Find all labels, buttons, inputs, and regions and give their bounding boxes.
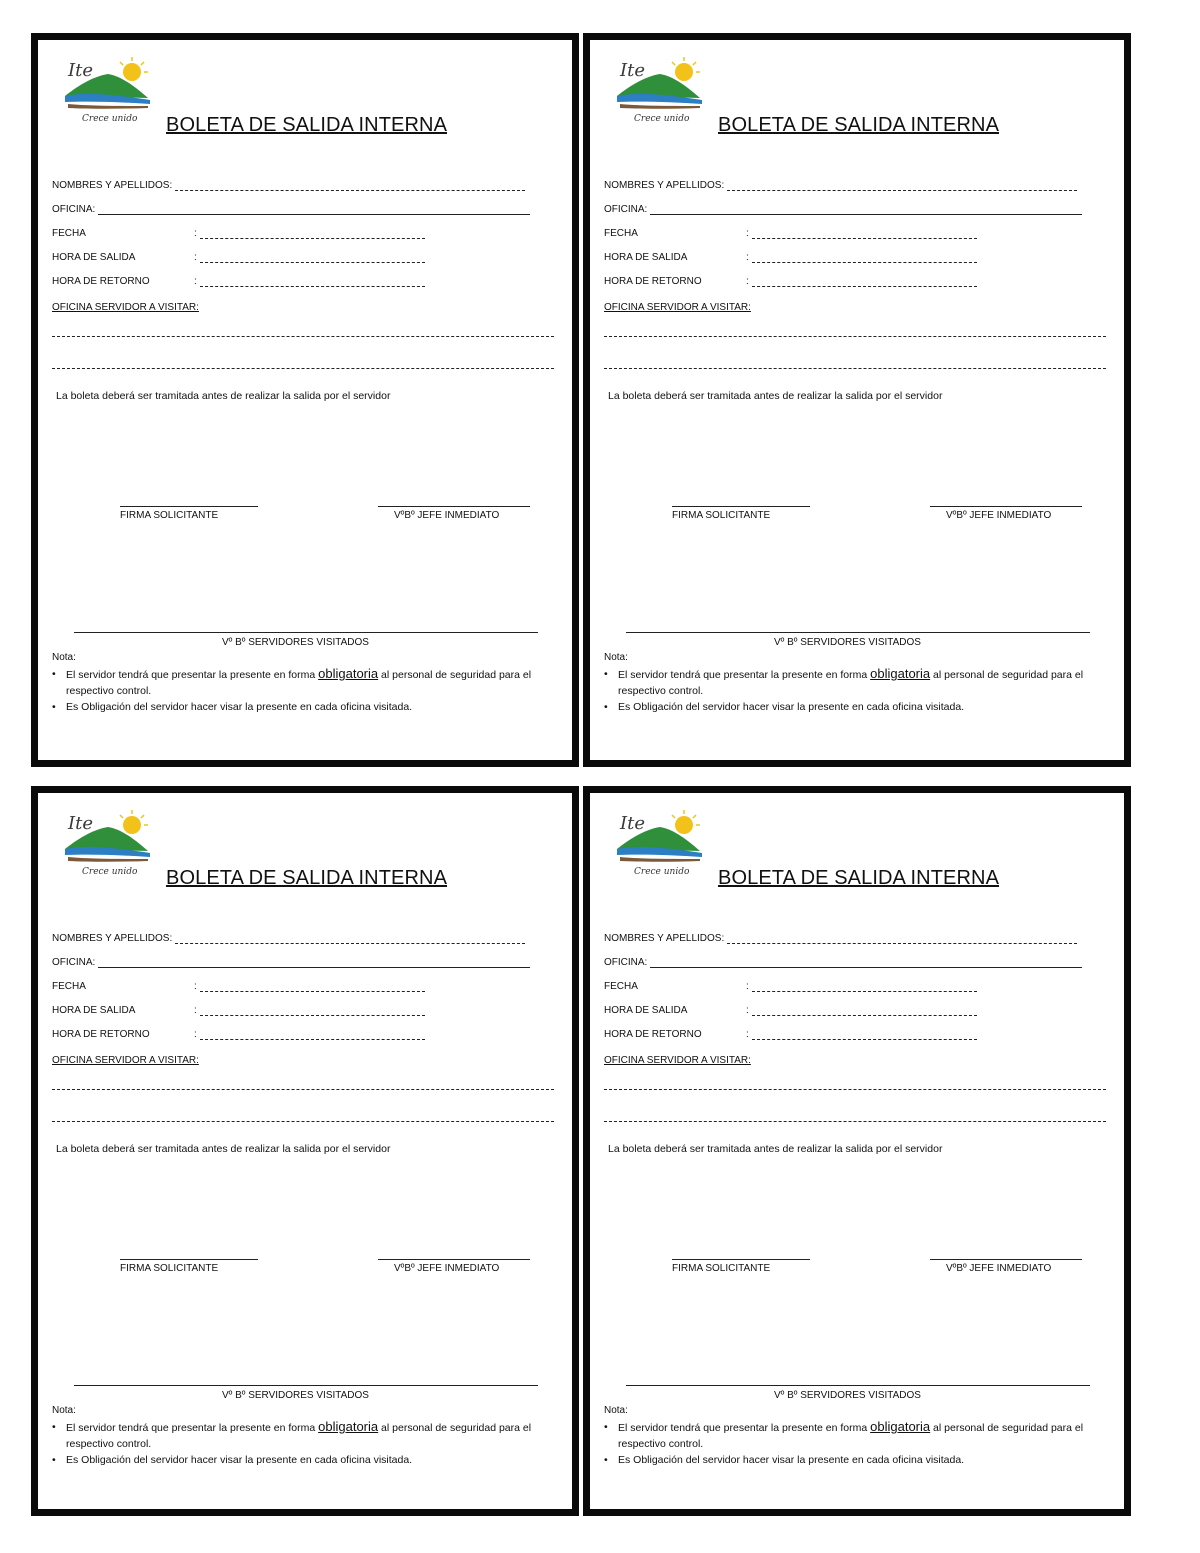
input-hora-salida-line[interactable] — [752, 254, 977, 263]
label-oficina-servidor: OFICINA SERVIDOR A VISITAR: — [604, 302, 751, 313]
label-hora-salida: HORA DE SALIDA — [52, 252, 136, 263]
field-nombres — [52, 180, 525, 191]
input-oficina-line[interactable] — [98, 206, 530, 215]
vb-jefe-line[interactable] — [930, 506, 1082, 507]
colon-hora-salida: : — [746, 1005, 749, 1016]
note-1-after: al personal de seguridad para el respectivo control. — [618, 669, 1084, 697]
municipal-logo — [60, 54, 180, 139]
instruction-paragraph: La boleta deberá ser tramitada antes de realizar la salida por el servidor — [56, 390, 391, 402]
firma-solicitante-label: FIRMA SOLICITANTE — [120, 1263, 219, 1274]
servidor-line-1[interactable] — [604, 336, 1106, 337]
note-item-1 — [52, 666, 542, 699]
label-nombres: NOMBRES Y APELLIDOS: — [52, 180, 173, 191]
label-oficina: OFICINA: — [52, 957, 96, 968]
boleta-card-4 — [583, 786, 1131, 1516]
note-1-before: El servidor tendrá que presentar la presente en forma — [66, 669, 319, 681]
input-hora-retorno-line[interactable] — [752, 1031, 977, 1040]
form-title: BOLETA DE SALIDA INTERNA — [166, 867, 448, 889]
colon-hora-salida: : — [194, 1005, 197, 1016]
field-hora-salida — [604, 1005, 977, 1016]
note-1-after: al personal de seguridad para el respectivo control. — [66, 1422, 532, 1450]
logo-tagline: Crece unido — [634, 114, 690, 124]
input-fecha-line[interactable] — [752, 230, 977, 239]
vb-servidores-line[interactable] — [74, 632, 538, 633]
svg-text:Ite: Ite — [68, 60, 93, 81]
mountain-sun-logo-icon — [60, 54, 155, 114]
notes-list — [604, 1419, 1094, 1468]
servidor-line-1[interactable] — [52, 336, 554, 337]
colon-hora-retorno: : — [746, 1029, 749, 1040]
note-1-emphasis: obligatoria — [870, 666, 931, 681]
municipal-logo — [612, 54, 732, 139]
label-oficina: OFICINA: — [604, 957, 648, 968]
colon-fecha: : — [746, 981, 749, 992]
notes-list — [52, 666, 542, 715]
label-hora-salida: HORA DE SALIDA — [604, 1005, 688, 1016]
input-nombres-line[interactable] — [727, 935, 1077, 944]
instruction-paragraph: La boleta deberá ser tramitada antes de realizar la salida por el servidor — [56, 1143, 391, 1155]
label-fecha: FECHA — [52, 981, 86, 992]
label-hora-salida: HORA DE SALIDA — [52, 1005, 136, 1016]
nota-label: Nota: — [52, 652, 76, 663]
note-item-1 — [52, 1419, 542, 1452]
mountain-sun-logo-icon — [612, 807, 707, 867]
servidor-line-2[interactable] — [604, 368, 1106, 369]
servidor-line-2[interactable] — [52, 368, 554, 369]
note-item-2 — [52, 699, 542, 715]
nota-label: Nota: — [52, 1405, 76, 1416]
form-title: BOLETA DE SALIDA INTERNA — [718, 114, 1000, 136]
input-hora-salida-line[interactable] — [200, 254, 425, 263]
label-nombres: NOMBRES Y APELLIDOS: — [604, 180, 725, 191]
field-nombres — [604, 180, 1077, 191]
field-hora-salida — [604, 252, 977, 263]
label-fecha: FECHA — [604, 228, 638, 239]
note-1-after: al personal de seguridad para el respectivo control. — [66, 669, 532, 697]
firma-solicitante-label: FIRMA SOLICITANTE — [672, 510, 771, 521]
servidor-line-2[interactable] — [604, 1121, 1106, 1122]
vb-jefe-line[interactable] — [930, 1259, 1082, 1260]
field-fecha — [604, 981, 977, 992]
svg-text:Ite: Ite — [620, 60, 645, 81]
field-oficina — [52, 204, 530, 215]
colon-hora-salida: : — [194, 252, 197, 263]
form-title: BOLETA DE SALIDA INTERNA — [718, 867, 1000, 889]
note-1-after: al personal de seguridad para el respectivo control. — [618, 1422, 1084, 1450]
municipal-logo — [60, 807, 180, 892]
firma-solicitante-label: FIRMA SOLICITANTE — [672, 1263, 771, 1274]
label-oficina: OFICINA: — [52, 204, 96, 215]
boleta-card-3 — [31, 786, 579, 1516]
input-oficina-line[interactable] — [98, 959, 530, 968]
field-oficina — [604, 957, 1082, 968]
input-nombres-line[interactable] — [175, 935, 525, 944]
vb-servidores-label: Vº Bº SERVIDORES VISITADOS — [222, 1390, 369, 1401]
label-fecha: FECHA — [52, 228, 86, 239]
logo-tagline: Crece unido — [634, 867, 690, 877]
label-nombres: NOMBRES Y APELLIDOS: — [52, 933, 173, 944]
input-fecha-line[interactable] — [752, 983, 977, 992]
label-hora-retorno: HORA DE RETORNO — [604, 1029, 702, 1040]
vb-servidores-line[interactable] — [626, 632, 1090, 633]
field-fecha — [52, 228, 425, 239]
form-title: BOLETA DE SALIDA INTERNA — [166, 114, 448, 136]
svg-text:Ite: Ite — [620, 813, 645, 834]
label-fecha: FECHA — [604, 981, 638, 992]
note-item-1 — [604, 666, 1094, 699]
note-2-text: Es Obligación del servidor hacer visar la presente en cada oficina visitada. — [66, 701, 413, 713]
input-nombres-line[interactable] — [727, 182, 1077, 191]
label-hora-retorno: HORA DE RETORNO — [52, 276, 150, 287]
note-item-2 — [604, 1452, 1094, 1468]
colon-fecha: : — [194, 228, 197, 239]
vb-servidores-line[interactable] — [74, 1385, 538, 1386]
vb-jefe-line[interactable] — [378, 1259, 530, 1260]
note-1-before: El servidor tendrá que presentar la presente en forma — [66, 1422, 319, 1434]
note-2-text: Es Obligación del servidor hacer visar la presente en cada oficina visitada. — [618, 1454, 965, 1466]
field-nombres — [52, 933, 525, 944]
field-hora-salida — [52, 1005, 425, 1016]
vb-servidores-label: Vº Bº SERVIDORES VISITADOS — [774, 1390, 921, 1401]
label-oficina: OFICINA: — [604, 204, 648, 215]
input-oficina-line[interactable] — [650, 959, 1082, 968]
label-hora-retorno: HORA DE RETORNO — [52, 1029, 150, 1040]
field-hora-retorno — [52, 276, 425, 287]
input-hora-retorno-line[interactable] — [200, 1031, 425, 1040]
note-item-2 — [604, 699, 1094, 715]
colon-hora-retorno: : — [194, 1029, 197, 1040]
mountain-sun-logo-icon — [60, 807, 155, 867]
notes-list — [52, 1419, 542, 1468]
firma-solicitante-line[interactable] — [120, 506, 258, 507]
note-1-emphasis: obligatoria — [318, 1419, 379, 1434]
field-nombres — [604, 933, 1077, 944]
instruction-paragraph: La boleta deberá ser tramitada antes de realizar la salida por el servidor — [608, 1143, 943, 1155]
label-hora-salida: HORA DE SALIDA — [604, 252, 688, 263]
label-oficina-servidor: OFICINA SERVIDOR A VISITAR: — [604, 1055, 751, 1066]
note-1-before: El servidor tendrá que presentar la presente en forma — [618, 669, 871, 681]
colon-fecha: : — [194, 981, 197, 992]
servidor-line-2[interactable] — [52, 1121, 554, 1122]
boleta-card-2 — [583, 33, 1131, 767]
servidor-line-1[interactable] — [604, 1089, 1106, 1090]
field-hora-salida — [52, 252, 425, 263]
vb-servidores-label: Vº Bº SERVIDORES VISITADOS — [774, 637, 921, 648]
firma-solicitante-line[interactable] — [672, 1259, 810, 1260]
note-1-emphasis: obligatoria — [318, 666, 379, 681]
label-nombres: NOMBRES Y APELLIDOS: — [604, 933, 725, 944]
field-fecha — [604, 228, 977, 239]
svg-text:Ite: Ite — [68, 813, 93, 834]
colon-fecha: : — [746, 228, 749, 239]
vb-servidores-label: Vº Bº SERVIDORES VISITADOS — [222, 637, 369, 648]
colon-hora-retorno: : — [194, 276, 197, 287]
input-hora-salida-line[interactable] — [752, 1007, 977, 1016]
note-2-text: Es Obligación del servidor hacer visar la presente en cada oficina visitada. — [66, 1454, 413, 1466]
label-oficina-servidor: OFICINA SERVIDOR A VISITAR: — [52, 1055, 199, 1066]
field-fecha — [52, 981, 425, 992]
input-hora-salida-line[interactable] — [200, 1007, 425, 1016]
field-oficina — [604, 204, 1082, 215]
colon-hora-salida: : — [746, 252, 749, 263]
vb-servidores-line[interactable] — [626, 1385, 1090, 1386]
instruction-paragraph: La boleta deberá ser tramitada antes de realizar la salida por el servidor — [608, 390, 943, 402]
vb-jefe-label: VºBº JEFE INMEDIATO — [394, 1263, 500, 1274]
label-hora-retorno: HORA DE RETORNO — [604, 276, 702, 287]
field-hora-retorno — [604, 276, 977, 287]
firma-solicitante-line[interactable] — [672, 506, 810, 507]
input-oficina-line[interactable] — [650, 206, 1082, 215]
firma-solicitante-line[interactable] — [120, 1259, 258, 1260]
municipal-logo — [612, 807, 732, 892]
note-1-emphasis: obligatoria — [870, 1419, 931, 1434]
firma-solicitante-label: FIRMA SOLICITANTE — [120, 510, 219, 521]
label-oficina-servidor: OFICINA SERVIDOR A VISITAR: — [52, 302, 199, 313]
vb-jefe-label: VºBº JEFE INMEDIATO — [394, 510, 500, 521]
input-hora-retorno-line[interactable] — [200, 278, 425, 287]
mountain-sun-logo-icon — [612, 54, 707, 114]
note-item-2 — [52, 1452, 542, 1468]
logo-tagline: Crece unido — [82, 114, 138, 124]
field-hora-retorno — [604, 1029, 977, 1040]
vb-jefe-label: VºBº JEFE INMEDIATO — [946, 1263, 1052, 1274]
note-1-before: El servidor tendrá que presentar la presente en forma — [618, 1422, 871, 1434]
nota-label: Nota: — [604, 652, 628, 663]
notes-list — [604, 666, 1094, 715]
input-nombres-line[interactable] — [175, 182, 525, 191]
vb-jefe-label: VºBº JEFE INMEDIATO — [946, 510, 1052, 521]
servidor-line-1[interactable] — [52, 1089, 554, 1090]
note-2-text: Es Obligación del servidor hacer visar la presente en cada oficina visitada. — [618, 701, 965, 713]
logo-tagline: Crece unido — [82, 867, 138, 877]
input-hora-retorno-line[interactable] — [752, 278, 977, 287]
input-fecha-line[interactable] — [200, 983, 425, 992]
input-fecha-line[interactable] — [200, 230, 425, 239]
vb-jefe-line[interactable] — [378, 506, 530, 507]
field-oficina — [52, 957, 530, 968]
boleta-card-1 — [31, 33, 579, 767]
note-item-1 — [604, 1419, 1094, 1452]
colon-hora-retorno: : — [746, 276, 749, 287]
nota-label: Nota: — [604, 1405, 628, 1416]
field-hora-retorno — [52, 1029, 425, 1040]
